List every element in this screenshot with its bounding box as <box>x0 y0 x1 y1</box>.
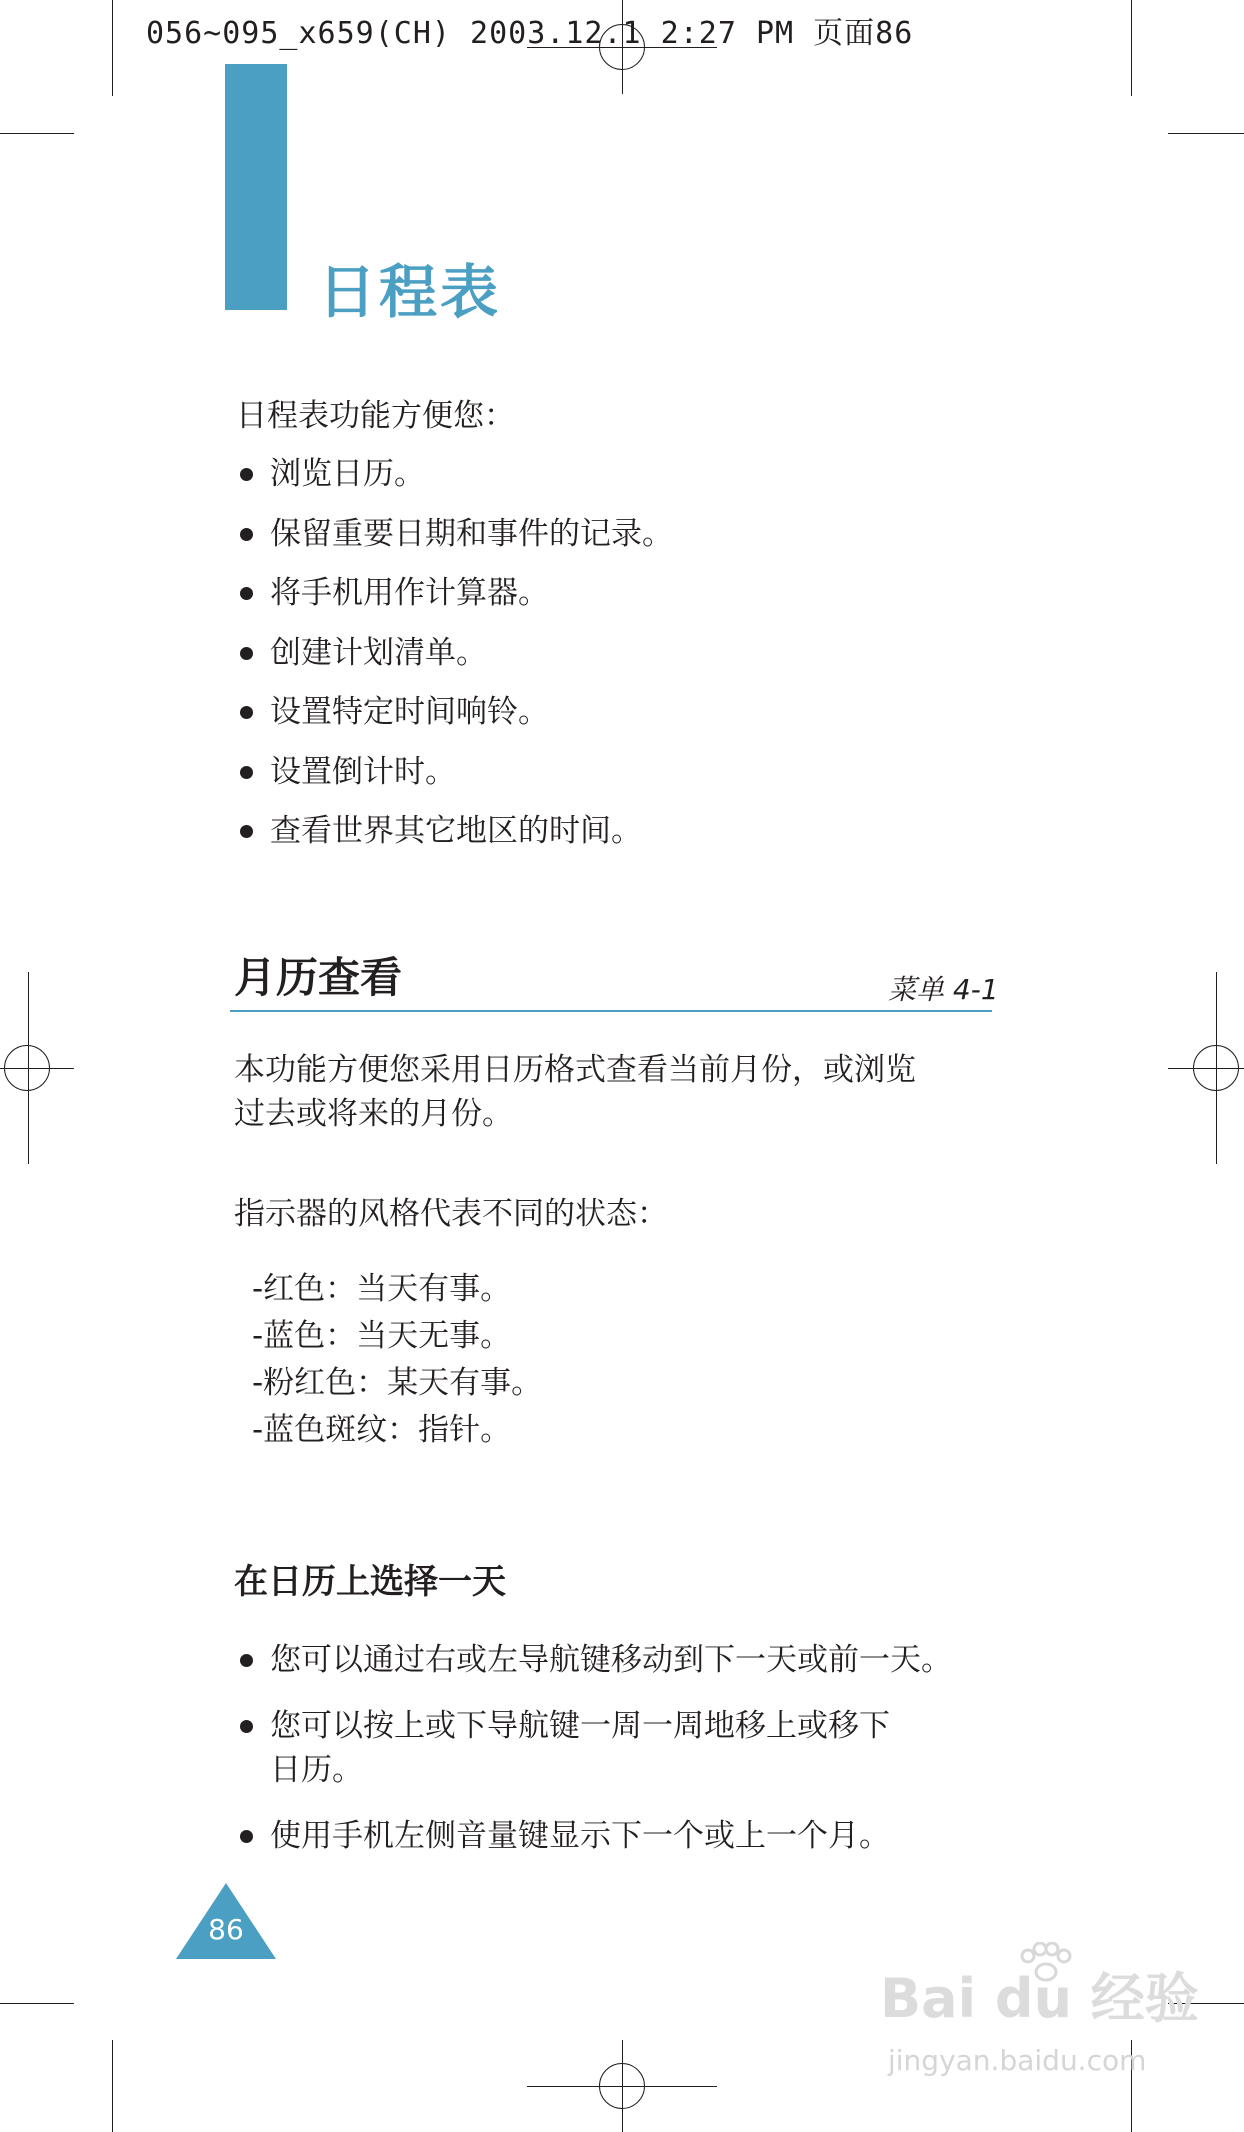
indicator-item: -红色：当天有事。 <box>252 1271 512 1307</box>
list-item <box>236 512 673 572</box>
indicator-list <box>252 1266 542 1454</box>
crop-mark-top-left-vertical <box>112 0 113 96</box>
section-divider <box>230 1010 992 1012</box>
subsection-title: 在日历上选择一天 <box>234 1562 506 1602</box>
section-menu-ref: 菜单 4-1 <box>888 973 999 1006</box>
crop-mark-top-right-horizontal <box>1168 133 1244 134</box>
paragraph-line: 过去或将来的月份。 <box>234 1096 513 1132</box>
intro-text: 日程表功能方便您： <box>236 398 515 434</box>
feature-list <box>236 452 673 869</box>
list-item-text: 设置倒计时。 <box>270 753 456 790</box>
bullet-icon <box>240 587 253 600</box>
indicator-item: -粉红色：某天有事。 <box>252 1365 543 1401</box>
chapter-accent-bar <box>225 64 287 310</box>
crop-mark-bottom-left-horizontal <box>0 2003 74 2004</box>
registration-right-circle <box>1193 1045 1239 1091</box>
bullet-icon <box>240 647 253 660</box>
watermark-logo: Bai du 经验 <box>880 1967 1199 2030</box>
list-item <box>236 1638 1006 1682</box>
bullet-icon <box>240 825 253 838</box>
indicator-item: -蓝色：当天无事。 <box>252 1318 512 1354</box>
navigation-tips-list <box>236 1638 1006 1880</box>
list-item-text: 日历。 <box>270 1752 363 1788</box>
section-paragraph <box>234 1048 994 1136</box>
crop-mark-top-left-horizontal <box>0 133 74 134</box>
list-item <box>236 809 673 869</box>
list-item <box>236 690 673 750</box>
list-item <box>236 631 673 691</box>
list-item-text: 创建计划清单。 <box>270 634 487 671</box>
list-item <box>236 1704 1006 1792</box>
list-item-text: 保留重要日期和事件的记录。 <box>270 515 673 552</box>
list-item-text: 查看世界其它地区的时间。 <box>270 813 642 849</box>
list-item-text: 您可以按上或下导航键一周一周地移上或移下 <box>270 1708 890 1744</box>
list-item-text: 设置特定时间响铃。 <box>270 694 549 730</box>
bullet-icon <box>240 1654 253 1667</box>
list-item-text: 将手机用作计算器。 <box>270 575 549 611</box>
list-item <box>236 571 673 631</box>
watermark-url: jingyan.baidu.com <box>888 2044 1147 2077</box>
list-item-text: 使用手机左侧音量键显示下一个或上一个月。 <box>270 1818 890 1854</box>
list-item-text: 您可以通过右或左导航键移动到下一天或前一天。 <box>270 1642 952 1678</box>
list-item-text: 浏览日历。 <box>270 456 425 492</box>
list-item <box>236 1814 1006 1858</box>
list-item <box>236 452 673 512</box>
paragraph-line: 本功能方便您采用日历格式查看当前月份，或浏览 <box>234 1052 916 1088</box>
registration-left-circle <box>4 1045 50 1091</box>
section-title: 月历查看 <box>234 953 403 1002</box>
crop-mark-bottom-left-vertical <box>112 2040 113 2132</box>
bullet-icon <box>240 1830 253 1843</box>
registration-bottom-circle <box>599 2063 645 2109</box>
page-number: 86 <box>208 1913 244 1946</box>
bullet-icon <box>240 1720 253 1733</box>
page-title: 日程表 <box>318 258 502 326</box>
bullet-icon <box>240 528 253 541</box>
bullet-icon <box>240 706 253 719</box>
crop-mark-top-right-vertical <box>1131 0 1132 96</box>
list-item <box>236 750 673 810</box>
bullet-icon <box>240 468 253 481</box>
bullet-icon <box>240 766 253 779</box>
indicator-intro: 指示器的风格代表不同的状态： <box>234 1196 668 1232</box>
indicator-item: -蓝色斑纹：指针。 <box>252 1412 512 1448</box>
print-slug-header: 056~095_x659(CH) 2003.12.1 2:27 PM 页面86 <box>146 16 914 51</box>
